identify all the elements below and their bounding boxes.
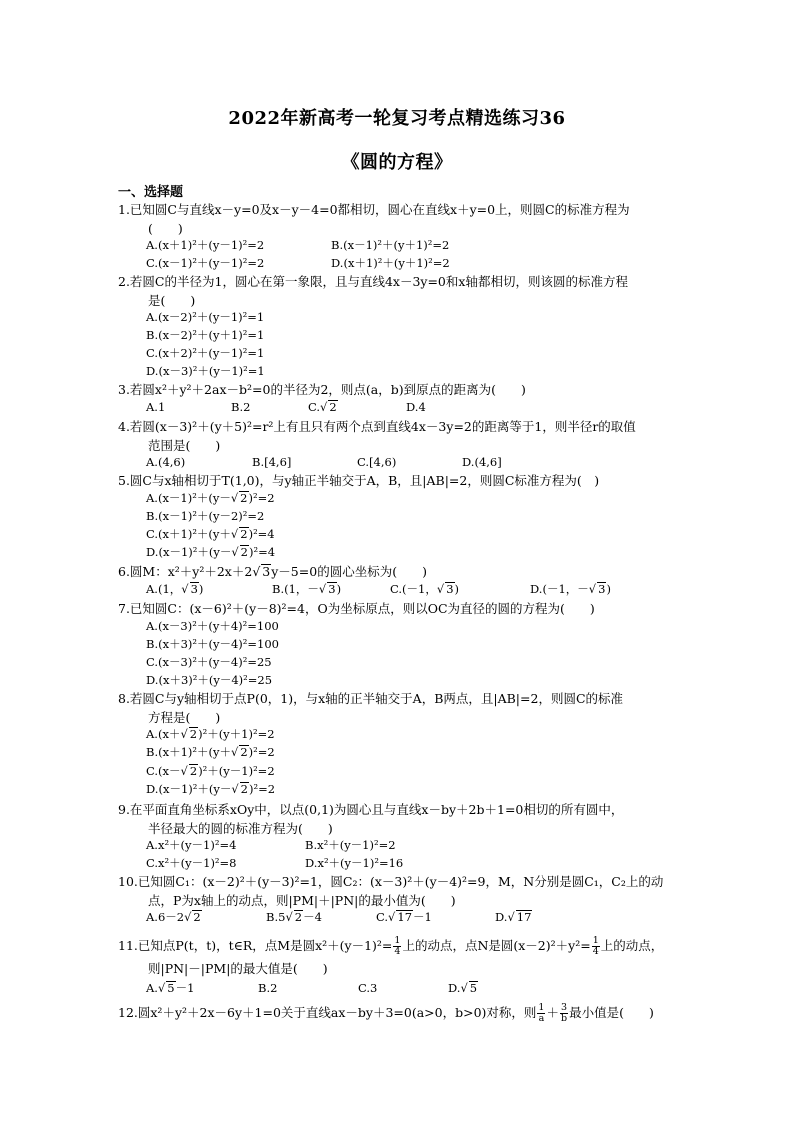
- answer-blank: ( ): [148, 221, 183, 236]
- option-b: B.(x－1)²＋(y－2)²=2: [146, 509, 265, 523]
- option-a: A.(4,6): [146, 455, 186, 469]
- question-11: [118, 934, 718, 978]
- question-4: [118, 417, 703, 455]
- question-stem: 12.圆x²＋y²＋2x－6y＋1=0关于直线ax－by＋3=0(a>0，b>0)对称，则 $\frac{1}{a}$ ＋ $\frac{3}{b}$ 最小值是( ): [118, 1002, 654, 1024]
- question-6: [118, 562, 703, 581]
- question-stem-cont: 点，P为x轴上的动点，则|PM|＋|PN|的最小值为( ): [148, 893, 456, 908]
- option-c: C.(x－√ 2)²＋(y－1)²=2: [146, 764, 275, 778]
- fraction: $\frac{3}{b}$: [560, 1002, 568, 1024]
- option-a: A.(1，√ 3): [146, 582, 204, 596]
- question-stem: 2.若圆C的半径为1，圆心在第一象限，且与直线4x－3y=0和x轴都相切，则该圆的标准方程: [118, 274, 628, 289]
- option-a: A.6－2√ 2: [146, 910, 201, 924]
- option-c: C.√ 2: [308, 400, 337, 414]
- option-a: A.(x－3)²＋(y＋4)²=100: [146, 619, 279, 633]
- section-heading: 一、选择题: [118, 185, 184, 200]
- option-d: D.(－1，－√ 3): [530, 582, 611, 596]
- question-8: [118, 689, 703, 727]
- question-7: [118, 599, 703, 618]
- question-5: [118, 471, 703, 490]
- option-b: B.5√ 2－4: [266, 910, 322, 924]
- question-stem: 5.圆C与x轴相切于T(1,0)，与y轴正半轴交于A，B，且|AB|=2，则圆C标准方程为( ): [118, 473, 600, 488]
- question-stem: 1.已知圆C与直线x－y=0及x－y－4=0都相切，圆心在直线x＋y=0上，则圆C的标准方程为: [118, 202, 630, 217]
- option-b: B.[4,6]: [252, 455, 292, 469]
- question-stem-cont: 则|PN|－|PM|的最大值是( ): [148, 961, 328, 976]
- option-c: C.(x＋1)²＋(y＋√ 2)²=4: [146, 527, 275, 541]
- option-d: D.(4,6]: [462, 455, 502, 469]
- option-c: C.(x＋2)²＋(y－1)²=1: [146, 346, 265, 360]
- option-c: C.(－1，√ 3): [390, 582, 460, 596]
- option-d: D.(x－1)²＋(y－√ 2)²=4: [146, 545, 276, 559]
- question-1: [118, 200, 703, 238]
- option-a: A.x²＋(y－1)²=4: [146, 838, 237, 852]
- question-2: [118, 272, 703, 310]
- question-stem: 6.圆M：x²＋y²＋2x＋2√ 3y－5=0的圆心坐标为( ): [118, 564, 427, 579]
- option-d: D.(x＋3)²＋(y－4)²=25: [146, 673, 273, 687]
- question-stem-cont: 是( ): [148, 293, 196, 308]
- fraction: $\frac{1}{4}$: [394, 935, 401, 957]
- option-b: B.(1，－√ 3): [272, 582, 342, 596]
- option-d: D.√ 17: [495, 910, 532, 924]
- question-stem-cont: 方程是( ): [148, 710, 221, 725]
- fraction: $\frac{1}{4}$: [592, 935, 599, 957]
- option-b: B.2: [258, 981, 278, 995]
- page-title: 2022年新高考一轮复习考点精选练习36: [228, 108, 566, 129]
- option-d: D.(x－3)²＋(y－1)²=1: [146, 364, 265, 378]
- option-b: B.(x＋1)²＋(y＋√ 2)²=2: [146, 745, 275, 759]
- option-b: B.x²＋(y－1)²=2: [305, 838, 396, 852]
- question-stem-cont: 范围是( ): [148, 438, 221, 453]
- option-a: A.(x－2)²＋(y－1)²=1: [146, 310, 265, 324]
- option-d: D.(x－1)²＋(y－√ 2)²=2: [146, 782, 276, 796]
- option-c: C.[4,6): [357, 455, 397, 469]
- option-d: D.4: [406, 400, 426, 414]
- question-stem: 9.在平面直角坐标系xOy中，以点(0,1)为圆心且与直线x－by＋2b＋1=0相切的所有圆中，: [118, 802, 624, 817]
- option-c: C.3: [358, 981, 378, 995]
- option-b: B.(x－2)²＋(y＋1)²=1: [146, 328, 265, 342]
- option-a: A.(x＋√ 2)²＋(y＋1)²=2: [146, 727, 275, 741]
- option-d: D.(x＋1)²＋(y＋1)²=2: [331, 256, 450, 270]
- option-c: C.x²＋(y－1)²=8: [146, 856, 237, 870]
- option-c: C.√ 17－1: [376, 910, 432, 924]
- option-b: B.(x＋3)²＋(y－4)²=100: [146, 637, 279, 651]
- question-stem: 8.若圆C与y轴相切于点P(0，1)，与x轴的正半轴交于A，B两点，且|AB|=2，则圆C的标准: [118, 691, 624, 706]
- page-subtitle: 《圆的方程》: [341, 152, 453, 173]
- question-stem: 3.若圆x²＋y²＋2ax－b²=0的半径为2，则点(a，b)到原点的距离为( ): [118, 382, 526, 397]
- option-c: C.(x－3)²＋(y－4)²=25: [146, 655, 272, 669]
- question-stem: 4.若圆(x－3)²＋(y＋5)²=r²上有且只有两个点到直线4x－3y=2的距离等于1，则半径r的取值: [118, 419, 636, 434]
- option-d: D.x²＋(y－1)²=16: [305, 856, 404, 870]
- option-a: A.(x－1)²＋(y－√ 2)²=2: [146, 491, 275, 505]
- question-stem: 10.已知圆C₁：(x－2)²＋(y－3)²=1，圆C₂：(x－3)²＋(y－4)²=9，M，N分别是圆C₁，C₂上的动: [118, 874, 664, 889]
- option-b: B.(x－1)²＋(y＋1)²=2: [331, 238, 450, 252]
- question-3: [118, 380, 703, 399]
- fraction: $\frac{1}{a}$: [538, 1002, 545, 1024]
- question-12: [118, 1001, 718, 1025]
- question-stem: 7.已知圆C：(x－6)²＋(y－8)²=4，O为坐标原点，则以OC为直径的圆的方程为( ): [118, 601, 595, 616]
- question-stem: 11.已知点P(t，t)，t∈R，点M是圆x²＋(y－1)²= $\frac{1}{4}$ 上的动点，点N是圆(x－2)²＋y²= $\frac{1}{4}$ 上的动点，: [118, 935, 664, 957]
- option-d: D.√ 5: [448, 981, 478, 995]
- option-a: A.1: [146, 400, 166, 414]
- question-stem-cont: 半径最大的圆的标准方程为( ): [148, 821, 333, 836]
- question-9: [118, 800, 703, 838]
- question-10: [118, 872, 718, 910]
- option-b: B.2: [231, 400, 251, 414]
- option-a: A.(x＋1)²＋(y－1)²=2: [146, 238, 265, 252]
- option-c: C.(x－1)²＋(y－1)²=2: [146, 256, 265, 270]
- option-a: A.√ 5－1: [146, 981, 195, 995]
